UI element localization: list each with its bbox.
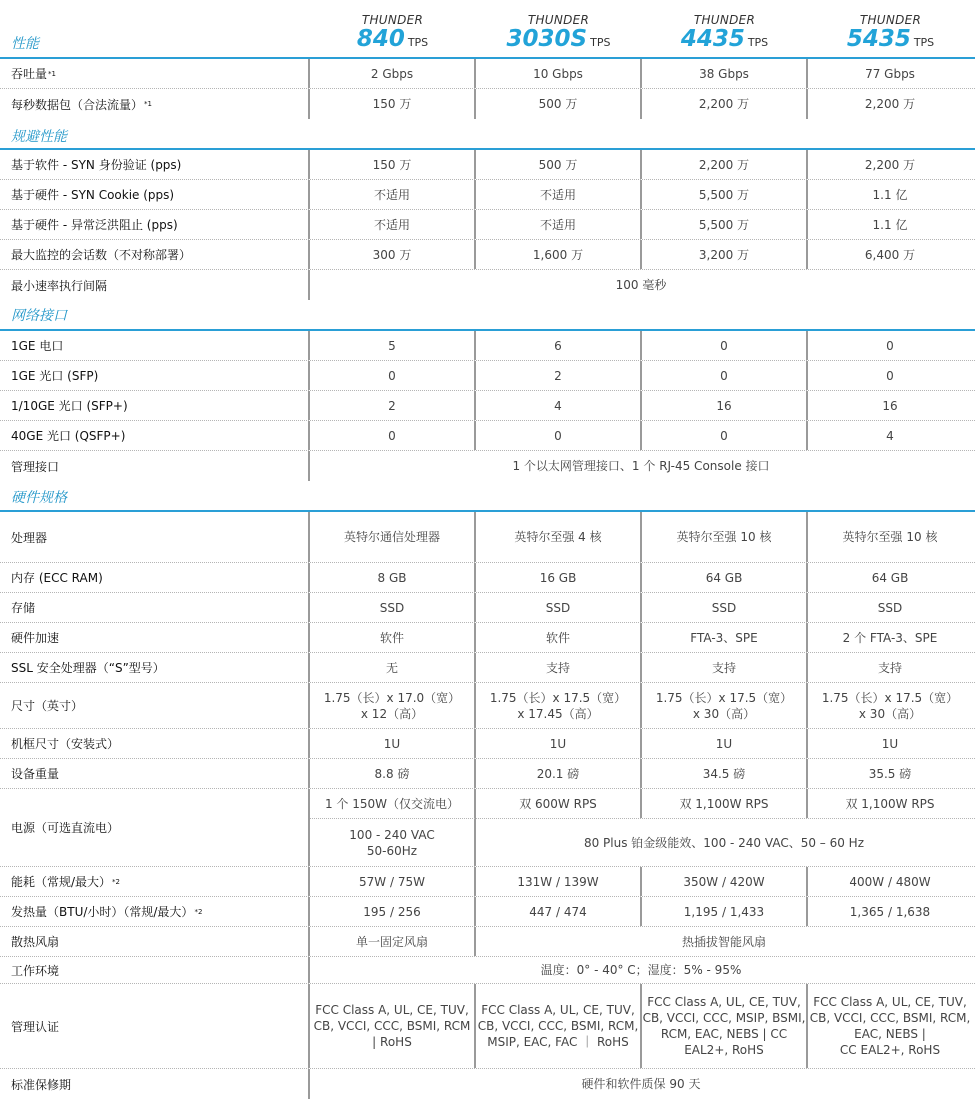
row-label: 管理认证 bbox=[11, 1019, 60, 1034]
row-processor bbox=[0, 512, 975, 563]
cell-value: 350W / 420W bbox=[683, 874, 765, 889]
table-header bbox=[0, 0, 978, 56]
section-title-network: 网络接口 bbox=[11, 308, 67, 324]
row-throughput bbox=[0, 59, 975, 89]
cell-value: 支持 bbox=[545, 660, 570, 675]
cell-value: 150 万 bbox=[372, 97, 412, 111]
model-unit: TPS bbox=[913, 36, 935, 49]
cell-value: 3,200 万 bbox=[698, 247, 750, 262]
cell-value: 77 Gbps bbox=[865, 66, 915, 81]
cell-value: SSD bbox=[877, 600, 903, 615]
cell-value: 2 bbox=[388, 398, 396, 413]
cell-value: 2,200 万 bbox=[698, 157, 750, 172]
row-label: 工作环境 bbox=[11, 963, 60, 978]
cell-value: FCC Class A, UL, CE, TUV, CB, VCCI, CCC, BSMI, RCM, EAC, NEBS | CC EAL2+, RoHS bbox=[809, 995, 971, 1057]
cell-value: 10 Gbps bbox=[533, 66, 583, 81]
cell-value: 0 bbox=[720, 428, 728, 443]
cell-value: 英特尔至强 4 核 bbox=[514, 530, 602, 544]
cell-value: 1 个以太网管理接口、1 个 RJ-45 Console 接口 bbox=[512, 459, 770, 473]
cell-value: 6,400 万 bbox=[864, 247, 916, 262]
cell-value: 4 bbox=[554, 398, 562, 413]
footnote-mark: *2 bbox=[112, 877, 121, 886]
cell-value: 6 bbox=[554, 338, 562, 353]
cell-value: FCC Class A, UL, CE, TUV, CB, VCCI, CCC, MSIP, BSMI, RCM, EAC, NEBS | CC EAL2+, RoHS bbox=[642, 995, 806, 1057]
cell-value: 无 bbox=[385, 660, 398, 675]
cell-value: 34.5 磅 bbox=[702, 766, 746, 781]
cell-value: FCC Class A, UL, CE, TUV, CB, VCCI, CCC, BSMI, RCM, MSIP, EAC, FAC ｜ RoHS bbox=[477, 1003, 639, 1049]
cell-value: 不适用 bbox=[539, 217, 576, 232]
cell-value: 软件 bbox=[379, 630, 404, 645]
cell-value: FCC Class A, UL, CE, TUV, CB, VCCI, CCC, BSMI, RCM | RoHS bbox=[313, 1003, 471, 1049]
row-hw-accel bbox=[0, 623, 975, 653]
cell-value: 0 bbox=[720, 368, 728, 383]
model-header-840 bbox=[310, 13, 475, 51]
cell-value: SSD bbox=[379, 600, 405, 615]
cell-value: 8 GB bbox=[377, 570, 407, 585]
cell-value: 38 Gbps bbox=[699, 66, 749, 81]
row-label: 处理器 bbox=[11, 530, 48, 545]
cell-value: 支持 bbox=[711, 660, 736, 675]
cell-value: 5 bbox=[388, 338, 396, 353]
model-number: 4435 bbox=[680, 26, 745, 52]
row-label: 基于软件 - SYN 身份验证 (pps) bbox=[11, 158, 182, 172]
cell-value: 16 bbox=[716, 398, 732, 413]
row-label: 存储 bbox=[11, 601, 36, 615]
cell-value: 英特尔通信处理器 bbox=[343, 530, 440, 544]
cell-value: 1U bbox=[549, 736, 567, 751]
cell-value: 57W / 75W bbox=[359, 874, 425, 889]
model-number: 5435 bbox=[846, 26, 911, 52]
row-label: 1/10GE 光口 (SFP+) bbox=[11, 399, 128, 413]
row-memory bbox=[0, 563, 975, 593]
cell-value: 300 万 bbox=[372, 247, 412, 262]
cell-value: 英特尔至强 10 核 bbox=[676, 530, 772, 544]
cell-value: 35.5 磅 bbox=[868, 766, 912, 781]
cell-value: 热插拔智能风扇 bbox=[681, 934, 766, 949]
cell-value: 8.8 磅 bbox=[374, 766, 410, 781]
cell-value: 4 bbox=[886, 428, 894, 443]
row-40ge-qsfp bbox=[0, 421, 975, 451]
row-storage bbox=[0, 593, 975, 623]
row-label: 发热量（BTU/小时）（常规/最大） bbox=[11, 905, 194, 919]
row-label: 机框尺寸（安装式） bbox=[11, 737, 120, 751]
row-warranty bbox=[0, 1069, 975, 1099]
cell-value: 0 bbox=[886, 368, 894, 383]
model-header-3030s bbox=[476, 13, 641, 51]
cell-value: 131W / 139W bbox=[517, 874, 599, 889]
cell-value: 2 Gbps bbox=[370, 66, 414, 81]
row-weight bbox=[0, 759, 975, 789]
cell-value: 64 GB bbox=[871, 570, 909, 585]
row-consumption bbox=[0, 867, 975, 897]
cell-value: 0 bbox=[720, 338, 728, 353]
model-brand: THUNDER bbox=[361, 13, 424, 27]
cell-value: 5,500 万 bbox=[698, 217, 750, 232]
cell-value: 5,500 万 bbox=[698, 187, 750, 202]
cell-value: 2,200 万 bbox=[698, 97, 750, 111]
cell-value: 150 万 bbox=[372, 157, 412, 172]
footnote-mark: *1 bbox=[144, 100, 152, 108]
cell-value: SSD bbox=[545, 600, 571, 615]
model-brand: THUNDER bbox=[527, 13, 590, 27]
row-sessions bbox=[0, 240, 975, 270]
row-dimensions bbox=[0, 683, 975, 729]
cell-value: 1U bbox=[881, 736, 899, 751]
cell-value: 20.1 磅 bbox=[536, 766, 580, 781]
cell-value: 双 1,100W RPS bbox=[845, 796, 935, 811]
cell-value: 1,365 / 1,638 bbox=[849, 904, 931, 919]
cell-value: 双 600W RPS bbox=[519, 796, 597, 811]
cell-value: 温度：0° - 40° C；湿度：5% - 95% bbox=[540, 963, 742, 977]
row-label: 能耗（常规/最大） bbox=[11, 875, 112, 889]
cell-value: 2 个 FTA-3、SPE bbox=[842, 630, 938, 645]
row-label: 基于硬件 - 异常泛洪阻止 (pps) bbox=[11, 218, 178, 232]
model-header-5435 bbox=[808, 13, 973, 51]
cell-value: 2 bbox=[554, 368, 562, 383]
cell-value: 0 bbox=[554, 428, 562, 443]
row-10ge-sfp-plus bbox=[0, 391, 975, 421]
cell-value: 64 GB bbox=[705, 570, 743, 585]
cell-value: 英特尔至强 10 核 bbox=[842, 530, 938, 544]
row-label: 尺寸（英寸） bbox=[11, 699, 84, 713]
cell-value: 0 bbox=[886, 338, 894, 353]
cell-value: 80 Plus 铂金级能效、100 - 240 VAC、50 – 60 Hz bbox=[583, 835, 865, 850]
row-power bbox=[0, 789, 975, 867]
cell-value: 2,200 万 bbox=[864, 157, 916, 172]
row-label: 标准保修期 bbox=[11, 1077, 72, 1092]
cell-value: 硬件和软件质保 90 天 bbox=[581, 1077, 701, 1091]
cell-value: 1.75（长）x 17.5（宽） x 30（高） bbox=[655, 690, 793, 721]
cell-value: 1.1 亿 bbox=[872, 187, 908, 202]
cell-value: 1U bbox=[383, 736, 401, 751]
row-pps bbox=[0, 89, 975, 119]
cell-value: 447 / 474 bbox=[529, 904, 587, 919]
row-label: 吞吐量 bbox=[11, 67, 48, 81]
row-label: 最大监控的会话数（不对称部署） bbox=[11, 248, 192, 262]
row-label: 设备重量 bbox=[11, 767, 60, 781]
cell-value: SSD bbox=[711, 600, 737, 615]
cell-value: 支持 bbox=[877, 660, 902, 675]
row-label: 每秒数据包（合法流量） bbox=[11, 97, 144, 112]
row-heat bbox=[0, 897, 975, 927]
cell-value: 500 万 bbox=[538, 97, 578, 111]
cell-value: 195 / 256 bbox=[363, 904, 421, 919]
cell-value: 1,600 万 bbox=[532, 247, 584, 262]
model-unit: TPS bbox=[747, 36, 769, 49]
row-label: 内存 (ECC RAM) bbox=[11, 571, 103, 585]
row-rate bbox=[0, 270, 975, 300]
cell-value: 单一固定风扇 bbox=[355, 934, 428, 949]
cell-value: 16 bbox=[882, 398, 898, 413]
cell-value: 500 万 bbox=[538, 157, 578, 172]
cell-value: 1.75（长）x 17.0（宽） x 12（高） bbox=[323, 690, 461, 721]
section-title-performance: 性能 bbox=[11, 36, 39, 52]
cell-value: 400W / 480W bbox=[849, 874, 931, 889]
row-label: 1GE 电口 bbox=[11, 339, 64, 353]
row-label: 管理接口 bbox=[11, 459, 60, 474]
footnote-mark: *2 bbox=[194, 907, 203, 916]
cell-value: 0 bbox=[388, 428, 396, 443]
row-label: 电源（可选直流电） bbox=[11, 821, 120, 835]
row-certification bbox=[0, 984, 975, 1069]
cell-value: 1 个 150W（仅交流电） bbox=[324, 796, 460, 811]
row-1ge-copper bbox=[0, 331, 975, 361]
row-label: 最小速率执行间隔 bbox=[11, 278, 108, 293]
row-syn-cookie bbox=[0, 180, 975, 210]
row-mgmt-interface bbox=[0, 451, 975, 481]
model-number: 3030S bbox=[506, 26, 588, 52]
cell-value: 100 - 240 VAC 50-60Hz bbox=[349, 827, 435, 858]
footnote-mark: *1 bbox=[48, 69, 56, 78]
cell-value: 1.75（长）x 17.5（宽） x 30（高） bbox=[821, 690, 959, 721]
row-environment bbox=[0, 957, 975, 984]
row-label: 硬件加速 bbox=[11, 631, 60, 645]
row-label: 散热风扇 bbox=[11, 935, 60, 949]
model-brand: THUNDER bbox=[859, 13, 922, 27]
cell-value: 不适用 bbox=[373, 217, 410, 232]
cell-value: 1,195 / 1,433 bbox=[683, 904, 765, 919]
cell-value: 100 毫秒 bbox=[615, 278, 667, 292]
cell-value: 2,200 万 bbox=[864, 97, 916, 111]
row-label: 1GE 光口 (SFP) bbox=[11, 369, 99, 383]
section-title-mitigation: 规避性能 bbox=[11, 129, 67, 145]
row-label: SSL 安全处理器（“S”型号） bbox=[11, 661, 165, 675]
row-ssl bbox=[0, 653, 975, 683]
cell-value: 0 bbox=[388, 368, 396, 383]
cell-value: 1U bbox=[715, 736, 733, 751]
cell-value: 16 GB bbox=[539, 570, 577, 585]
cell-value: 软件 bbox=[545, 630, 570, 645]
cell-value: FTA-3、SPE bbox=[690, 630, 758, 645]
row-anomaly bbox=[0, 210, 975, 240]
section-title-hardware: 硬件规格 bbox=[11, 490, 67, 506]
cell-value: 1.75（长）x 17.5（宽） x 17.45（高） bbox=[489, 690, 627, 721]
row-label: 40GE 光口 (QSFP+) bbox=[11, 429, 126, 443]
model-brand: THUNDER bbox=[693, 13, 756, 27]
row-label: 基于硬件 - SYN Cookie (pps) bbox=[11, 188, 175, 202]
model-unit: TPS bbox=[407, 36, 429, 49]
cell-value: 不适用 bbox=[373, 187, 410, 202]
model-unit: TPS bbox=[590, 36, 611, 49]
cell-value: 双 1,100W RPS bbox=[679, 796, 769, 811]
model-number: 840 bbox=[356, 26, 405, 52]
cell-value: 不适用 bbox=[539, 187, 576, 202]
row-1ge-sfp bbox=[0, 361, 975, 391]
row-fan bbox=[0, 927, 975, 957]
row-syn-auth bbox=[0, 150, 975, 180]
cell-value: 1.1 亿 bbox=[872, 217, 908, 232]
model-header-4435 bbox=[642, 13, 807, 51]
row-rack bbox=[0, 729, 975, 759]
